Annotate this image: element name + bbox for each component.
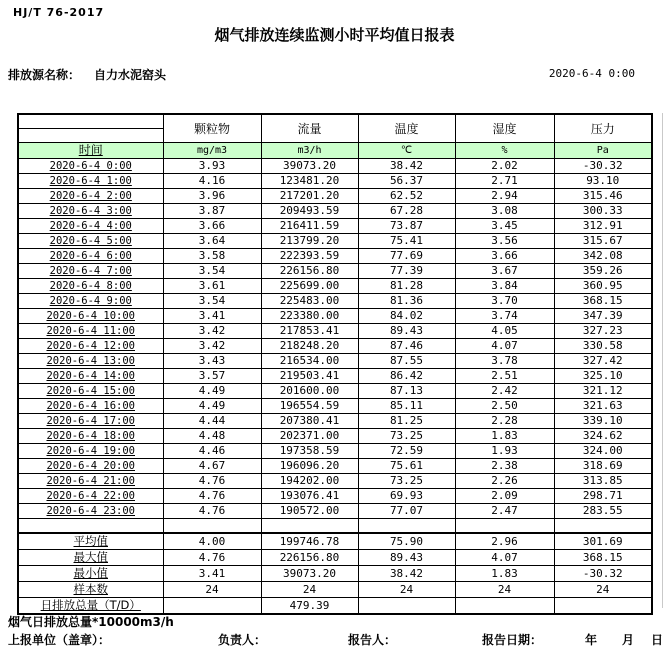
value-cell: 75.90: [358, 533, 455, 550]
page-break-line: [662, 113, 663, 608]
value-cell: 67.28: [358, 204, 455, 219]
value-cell: 315.46: [554, 189, 652, 204]
value-cell: 24: [455, 581, 554, 597]
value-cell: 225699.00: [261, 279, 358, 294]
value-cell: 209493.59: [261, 204, 358, 219]
value-cell: 3.66: [455, 249, 554, 264]
value-cell: 3.67: [455, 264, 554, 279]
table-row: [18, 459, 652, 474]
table-row: [18, 384, 652, 399]
day-label: 日: [651, 633, 664, 647]
value-cell: 81.28: [358, 279, 455, 294]
footer-note: 烟气日排放总量*10000m3/h: [8, 615, 174, 629]
unit-row: [18, 143, 652, 159]
value-cell: -30.32: [554, 159, 652, 174]
value-cell: 2.26: [455, 474, 554, 489]
table-row: [18, 489, 652, 504]
time-cell: 2020-6-4 19:00: [18, 444, 163, 459]
year-label: 年: [585, 633, 598, 647]
time-header: 时间: [18, 143, 163, 159]
value-cell: 39073.20: [261, 565, 358, 581]
value-cell: 313.85: [554, 474, 652, 489]
value-cell: 3.42: [163, 324, 261, 339]
value-cell: 84.02: [358, 309, 455, 324]
value-cell: 201600.00: [261, 384, 358, 399]
time-cell: 2020-6-4 7:00: [18, 264, 163, 279]
report-unit-label: 上报单位（盖章）：: [8, 633, 111, 647]
value-cell: 4.76: [163, 489, 261, 504]
value-cell: 3.41: [163, 309, 261, 324]
value-cell: 2.47: [455, 504, 554, 519]
value-cell: [455, 597, 554, 614]
value-cell: 226156.80: [261, 549, 358, 565]
value-cell: 301.69: [554, 533, 652, 550]
value-cell: 226156.80: [261, 264, 358, 279]
report-datetime: 2020-6-4 0:00: [548, 67, 635, 80]
value-cell: 3.41: [163, 565, 261, 581]
value-cell: 72.59: [358, 444, 455, 459]
value-cell: 217853.41: [261, 324, 358, 339]
value-cell: 3.56: [455, 234, 554, 249]
value-cell: 321.63: [554, 399, 652, 414]
time-cell: 2020-6-4 12:00: [18, 339, 163, 354]
unit-particulate: mg/m3: [163, 143, 261, 159]
value-cell: 3.54: [163, 294, 261, 309]
value-cell: 207380.41: [261, 414, 358, 429]
value-cell: 2.96: [455, 533, 554, 550]
value-cell: 93.10: [554, 174, 652, 189]
value-cell: 298.71: [554, 489, 652, 504]
value-cell: 2.38: [455, 459, 554, 474]
time-cell: 2020-6-4 13:00: [18, 354, 163, 369]
table-row: [18, 369, 652, 384]
value-cell: 2.94: [455, 189, 554, 204]
unit-temperature: ℃: [358, 143, 455, 159]
month-label: 月: [622, 633, 635, 647]
value-cell: 3.43: [163, 354, 261, 369]
value-cell: 3.78: [455, 354, 554, 369]
time-cell: 2020-6-4 0:00: [18, 159, 163, 174]
value-cell: 218248.20: [261, 339, 358, 354]
column-header-row: [18, 114, 652, 143]
value-cell: 75.41: [358, 234, 455, 249]
value-cell: 216411.59: [261, 219, 358, 234]
value-cell: 87.46: [358, 339, 455, 354]
value-cell: 4.07: [455, 549, 554, 565]
summary-label: 平均值: [18, 533, 163, 550]
column-header-pressure: 压力: [554, 114, 652, 143]
value-cell: 4.48: [163, 429, 261, 444]
value-cell: 196096.20: [261, 459, 358, 474]
value-cell: 73.25: [358, 474, 455, 489]
value-cell: 81.36: [358, 294, 455, 309]
value-cell: 3.93: [163, 159, 261, 174]
value-cell: 3.74: [455, 309, 554, 324]
spacer-row: [18, 519, 652, 533]
summary-row: [18, 533, 652, 550]
emission-source-label: 排放源名称：: [8, 68, 81, 82]
value-cell: 73.25: [358, 429, 455, 444]
value-cell: 368.15: [554, 549, 652, 565]
doc-standard-code: HJ/T 76-2017: [13, 6, 105, 19]
value-cell: 4.44: [163, 414, 261, 429]
value-cell: 222393.59: [261, 249, 358, 264]
table-row: [18, 339, 652, 354]
value-cell: 330.58: [554, 339, 652, 354]
time-cell: 2020-6-4 8:00: [18, 279, 163, 294]
value-cell: 2.09: [455, 489, 554, 504]
value-cell: 3.08: [455, 204, 554, 219]
value-cell: 190572.00: [261, 504, 358, 519]
value-cell: 217201.20: [261, 189, 358, 204]
value-cell: 342.08: [554, 249, 652, 264]
unit-flow: m3/h: [261, 143, 358, 159]
value-cell: 199746.78: [261, 533, 358, 550]
value-cell: 3.45: [455, 219, 554, 234]
table-row: [18, 234, 652, 249]
value-cell: 3.58: [163, 249, 261, 264]
value-cell: 1.83: [455, 429, 554, 444]
value-cell: 1.93: [455, 444, 554, 459]
summary-row: [18, 565, 652, 581]
value-cell: 89.43: [358, 324, 455, 339]
value-cell: 479.39: [261, 597, 358, 614]
value-cell: 24: [554, 581, 652, 597]
table-row: [18, 204, 652, 219]
table-row: [18, 219, 652, 234]
time-cell: 2020-6-4 11:00: [18, 324, 163, 339]
signature-line: [0, 631, 669, 647]
value-cell: 194202.00: [261, 474, 358, 489]
value-cell: 202371.00: [261, 429, 358, 444]
report-title: 烟气排放连续监测小时平均值日报表: [214, 26, 455, 44]
value-cell: 359.26: [554, 264, 652, 279]
value-cell: 2.02: [455, 159, 554, 174]
summary-row: [18, 581, 652, 597]
summary-row: [18, 549, 652, 565]
value-cell: 85.11: [358, 399, 455, 414]
column-header-temperature: 温度: [358, 114, 455, 143]
summary-rows: [18, 533, 652, 614]
value-cell: 4.49: [163, 399, 261, 414]
value-cell: 4.05: [455, 324, 554, 339]
time-cell: 2020-6-4 16:00: [18, 399, 163, 414]
table-row: [18, 309, 652, 324]
table-row: [18, 504, 652, 519]
value-cell: 87.55: [358, 354, 455, 369]
value-cell: 2.71: [455, 174, 554, 189]
value-cell: 219503.41: [261, 369, 358, 384]
value-cell: 123481.20: [261, 174, 358, 189]
value-cell: 3.57: [163, 369, 261, 384]
value-cell: 1.83: [455, 565, 554, 581]
time-cell: 2020-6-4 2:00: [18, 189, 163, 204]
value-cell: 360.95: [554, 279, 652, 294]
value-cell: 86.42: [358, 369, 455, 384]
value-cell: 3.70: [455, 294, 554, 309]
value-cell: 368.15: [554, 294, 652, 309]
table-row: [18, 189, 652, 204]
value-cell: 223380.00: [261, 309, 358, 324]
value-cell: 69.93: [358, 489, 455, 504]
value-cell: 4.49: [163, 384, 261, 399]
value-cell: 4.67: [163, 459, 261, 474]
value-cell: 225483.00: [261, 294, 358, 309]
value-cell: 24: [163, 581, 261, 597]
value-cell: 4.76: [163, 474, 261, 489]
table-row: [18, 324, 652, 339]
table-row: [18, 429, 652, 444]
table-row: [18, 174, 652, 189]
value-cell: 3.84: [455, 279, 554, 294]
value-cell: 38.42: [358, 565, 455, 581]
table-row: [18, 354, 652, 369]
time-cell: 2020-6-4 22:00: [18, 489, 163, 504]
value-cell: 312.91: [554, 219, 652, 234]
value-cell: 193076.41: [261, 489, 358, 504]
unit-humidity: %: [455, 143, 554, 159]
value-cell: 4.76: [163, 504, 261, 519]
value-cell: 315.67: [554, 234, 652, 249]
summary-label: 样本数: [18, 581, 163, 597]
value-cell: 196554.59: [261, 399, 358, 414]
time-cell: 2020-6-4 10:00: [18, 309, 163, 324]
value-cell: 197358.59: [261, 444, 358, 459]
column-header-flow: 流量: [261, 114, 358, 143]
table-row: [18, 474, 652, 489]
value-cell: 3.66: [163, 219, 261, 234]
value-cell: 3.64: [163, 234, 261, 249]
emission-source-name: 自力水泥窑头: [94, 68, 167, 82]
value-cell: 77.39: [358, 264, 455, 279]
time-cell: 2020-6-4 18:00: [18, 429, 163, 444]
value-cell: 339.10: [554, 414, 652, 429]
value-cell: 3.61: [163, 279, 261, 294]
unit-pressure: Pa: [554, 143, 652, 159]
value-cell: 321.12: [554, 384, 652, 399]
value-cell: 24: [261, 581, 358, 597]
time-cell: 2020-6-4 17:00: [18, 414, 163, 429]
value-cell: [554, 597, 652, 614]
time-cell: 2020-6-4 15:00: [18, 384, 163, 399]
value-cell: 3.42: [163, 339, 261, 354]
value-cell: 38.42: [358, 159, 455, 174]
time-cell: 2020-6-4 20:00: [18, 459, 163, 474]
value-cell: 89.43: [358, 549, 455, 565]
value-cell: 4.00: [163, 533, 261, 550]
value-cell: 300.33: [554, 204, 652, 219]
value-cell: 3.54: [163, 264, 261, 279]
value-cell: 75.61: [358, 459, 455, 474]
corner-cell: [18, 114, 163, 143]
value-cell: 24: [358, 581, 455, 597]
value-cell: -30.32: [554, 565, 652, 581]
value-cell: 2.51: [455, 369, 554, 384]
value-cell: 216534.00: [261, 354, 358, 369]
value-cell: [358, 597, 455, 614]
time-cell: 2020-6-4 21:00: [18, 474, 163, 489]
value-cell: 81.25: [358, 414, 455, 429]
summary-label: 日排放总量（T/D）: [18, 597, 163, 614]
value-cell: 4.07: [455, 339, 554, 354]
responsible-person-label: 负责人：: [218, 633, 267, 647]
value-cell: 62.52: [358, 189, 455, 204]
value-cell: 347.39: [554, 309, 652, 324]
column-header-particulate: 颗粒物: [163, 114, 261, 143]
value-cell: 4.16: [163, 174, 261, 189]
emission-source-line: [8, 66, 166, 83]
value-cell: 4.76: [163, 549, 261, 565]
value-cell: 324.62: [554, 429, 652, 444]
value-cell: [163, 597, 261, 614]
value-cell: 325.10: [554, 369, 652, 384]
value-cell: 327.23: [554, 324, 652, 339]
time-cell: 2020-6-4 14:00: [18, 369, 163, 384]
summary-label: 最小值: [18, 565, 163, 581]
table-row: [18, 279, 652, 294]
time-cell: 2020-6-4 4:00: [18, 219, 163, 234]
time-cell: 2020-6-4 23:00: [18, 504, 163, 519]
value-cell: 213799.20: [261, 234, 358, 249]
table-row: [18, 414, 652, 429]
report-date-label: 报告日期：: [482, 633, 543, 647]
value-cell: 318.69: [554, 459, 652, 474]
table-row: [18, 444, 652, 459]
report-table: [17, 113, 653, 615]
value-cell: 283.55: [554, 504, 652, 519]
summary-row: [18, 597, 652, 614]
value-cell: 39073.20: [261, 159, 358, 174]
value-cell: 3.87: [163, 204, 261, 219]
value-cell: 327.42: [554, 354, 652, 369]
table-row: [18, 399, 652, 414]
value-cell: 4.46: [163, 444, 261, 459]
value-cell: 87.13: [358, 384, 455, 399]
value-cell: 3.96: [163, 189, 261, 204]
column-header-humidity: 湿度: [455, 114, 554, 143]
time-cell: 2020-6-4 3:00: [18, 204, 163, 219]
value-cell: 2.42: [455, 384, 554, 399]
value-cell: 324.00: [554, 444, 652, 459]
table-row: [18, 249, 652, 264]
table-row: [18, 264, 652, 279]
time-cell: 2020-6-4 5:00: [18, 234, 163, 249]
data-rows: [18, 159, 652, 519]
time-cell: 2020-6-4 1:00: [18, 174, 163, 189]
time-cell: 2020-6-4 9:00: [18, 294, 163, 309]
reporter-label: 报告人：: [348, 633, 397, 647]
summary-label: 最大值: [18, 549, 163, 565]
value-cell: 73.87: [358, 219, 455, 234]
time-cell: 2020-6-4 6:00: [18, 249, 163, 264]
value-cell: 2.50: [455, 399, 554, 414]
value-cell: 77.07: [358, 504, 455, 519]
value-cell: 2.28: [455, 414, 554, 429]
table-row: [18, 294, 652, 309]
value-cell: 77.69: [358, 249, 455, 264]
value-cell: 56.37: [358, 174, 455, 189]
table-row: [18, 159, 652, 174]
